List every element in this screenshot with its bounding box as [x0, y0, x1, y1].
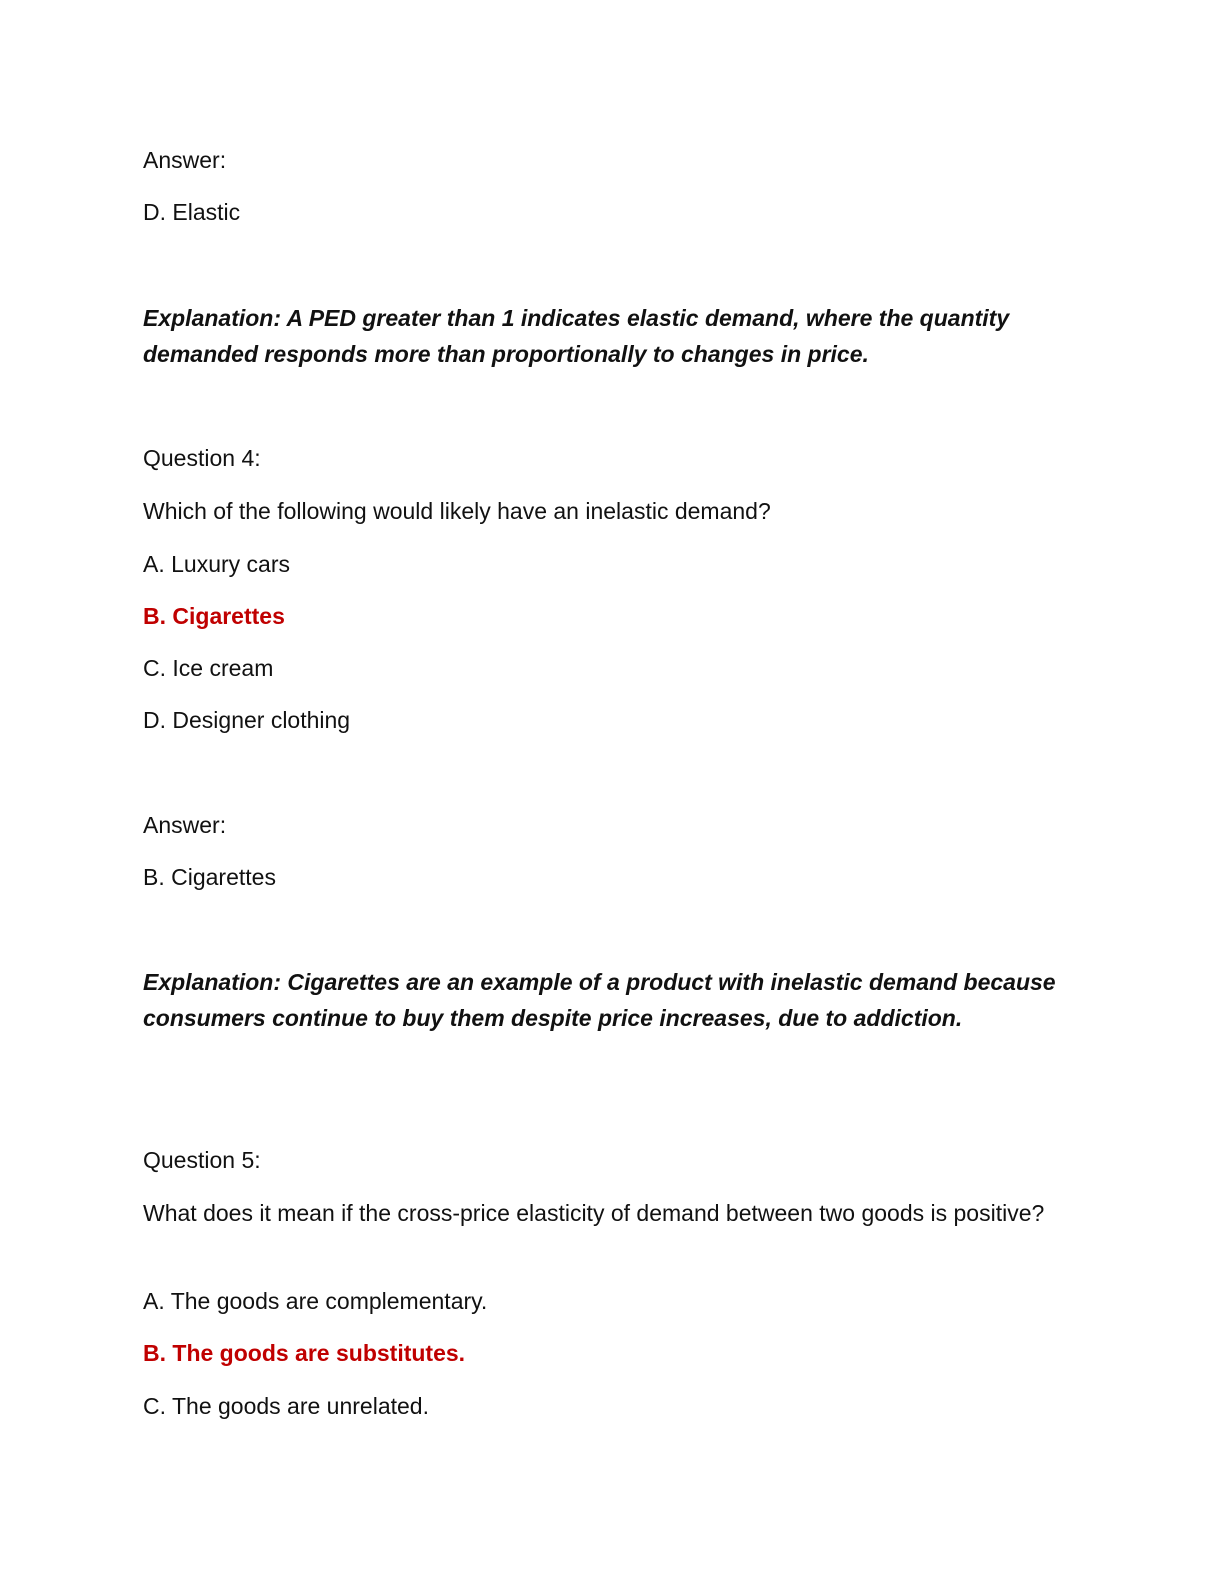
question-4-prompt: Which of the following would likely have an inelastic demand? [143, 498, 771, 524]
question-5-option-a: A. The goods are complementary. [143, 1288, 488, 1314]
question-5-option-b-correct: B. The goods are substitutes. [143, 1340, 466, 1366]
question-4-option-c: C. Ice cream [143, 655, 274, 681]
answer-label: Answer: [143, 147, 227, 173]
answer-value: D. Elastic [143, 199, 241, 225]
question-4-answer-label: Answer: [143, 812, 227, 838]
question-4-option-d: D. Designer clothing [143, 707, 351, 733]
question-5-label: Question 5: [143, 1147, 261, 1173]
question-4-option-a: A. Luxury cars [143, 551, 290, 577]
question-4-option-b-correct: B. Cigarettes [143, 603, 285, 629]
explanation-text: Explanation: A PED greater than 1 indicates elastic demand, where the quantity demanded responds more than proportionally to changes in price. [143, 305, 1010, 367]
question-5-option-c: C. The goods are unrelated. [143, 1393, 429, 1419]
question-4-explanation: Explanation: Cigarettes are an example of a product with inelastic demand because consumers continue to buy them despite price increases, due to addiction. [143, 969, 1056, 1031]
question-5-prompt: What does it mean if the cross-price elasticity of demand between two goods is positive? [143, 1200, 1045, 1226]
question-4-label: Question 4: [143, 445, 261, 471]
question-4-answer-value: B. Cigarettes [143, 864, 276, 890]
